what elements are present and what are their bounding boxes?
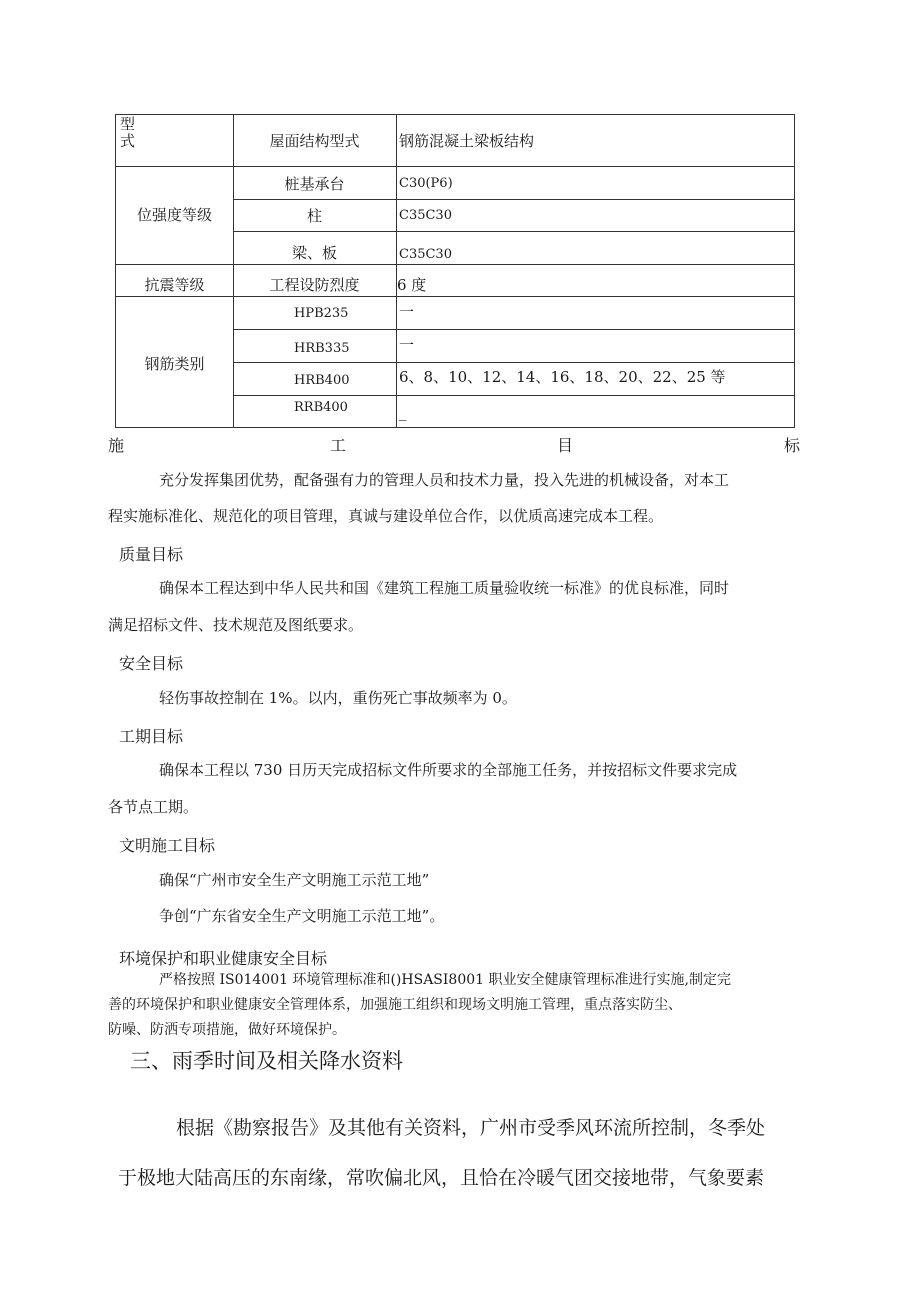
table-row-divider [233,395,794,396]
goals-heading-char: 目 [557,436,574,455]
category-cell: 抗震等级 [144,276,205,294]
paragraph-line: 争创“广东省安全生产文明施工示范工地”。 [159,907,445,925]
table-row-divider [233,362,794,363]
item-cell: 桩基承台 [284,175,345,193]
paragraph-line: 确保本工程达到中华人民共和国《建筑工程施工质量验收统一标准》的优良标准，同时 [159,579,730,597]
paragraph-line: 根据《勘察报告》及其他有关资料，广州市受季风环流所控制，冬季处 [176,1117,766,1139]
paragraph-line: 满足招标文件、技术规范及图纸要求。 [108,616,364,634]
section-title: 文明施工目标 [119,836,216,855]
category-cell: 型 [120,115,136,133]
value-cell: 6 度 [397,276,427,294]
value-cell: C30(P6) [399,176,453,191]
paragraph-line: 防噪、防洒专项措施，做好环境保护。 [108,1022,346,1038]
table-row-divider [233,199,794,200]
goals-heading-char: 标 [784,436,801,455]
table-row-divider [116,264,794,265]
table-row-divider [116,166,794,167]
item-cell: RRB400 [294,400,348,415]
paragraph-line: 善的环境保护和职业健康安全管理体系，加强施工组织和现场文明施工管理，重点落实防尘、 [108,997,682,1013]
category-cell: 位强度等级 [136,206,212,224]
paragraph-line: 充分发挥集团优势，配备强有力的管理人员和技术力量，投入先进的机械设备，对本工 [159,471,730,489]
value-cell: 一 [399,336,415,354]
value-cell: 6、8、10、12、14、16、18、20、22、25 等 [399,368,726,386]
table-row-divider [233,231,794,232]
item-cell: 屋面结构型式 [269,132,360,150]
section-heading: 三、雨季时间及相关降水资料 [130,1049,403,1073]
value-cell: C35C30 [399,247,452,262]
item-cell: 柱 [306,207,322,225]
section-title: 工期目标 [119,727,184,746]
structure-table [115,114,795,428]
category-cell: 式 [120,132,136,150]
section-title: 安全目标 [119,654,184,673]
paragraph-line: 程实施标准化、规范化的项目管理，真诚与建设单位合作，以优质高速完成本工程。 [108,507,664,525]
item-cell: HRB400 [294,373,350,388]
item-cell: HRB335 [294,341,350,356]
item-cell: 梁、板 [291,244,337,262]
table-row-divider [116,296,794,297]
paragraph-line: 确保本工程以 730 日历天完成招标文件所要求的全部施工任务，并按招标文件要求完成 [159,761,738,779]
value-cell: 钢筋混凝土梁板结构 [399,132,535,150]
value-cell: C35C30 [399,208,452,223]
paragraph-line: 各节点工期。 [108,798,199,816]
paragraph-line: 严格按照 IS014001 环境管理标准和()HSASI8001 职业安全健康管理标准进行实施,制定完 [159,972,731,988]
section-title: 环境保护和职业健康安全目标 [119,949,328,968]
table-col-divider [396,115,397,427]
value-cell: 一 [399,303,415,321]
table-row-divider [233,329,794,330]
paragraph-line: 于极地大陆高压的东南缘，常吹偏北风，且恰在冷暖气团交接地带，气象要素 [118,1167,765,1189]
section-title: 质量目标 [119,545,184,564]
table-col-divider [233,115,234,427]
category-cell: 钢筋类别 [144,355,205,373]
goals-heading-char: 施 [108,436,125,455]
item-cell: 工程设防烈度 [269,276,360,294]
paragraph-line: 确保“广州市安全生产文明施工示范工地” [159,871,430,889]
paragraph-line: 轻伤事故控制在 1%。以内，重伤死亡事故频率为 0。 [159,689,517,707]
item-cell: HPB235 [294,306,349,321]
goals-heading-char: 工 [330,436,347,455]
value-cell: _ [399,403,407,421]
